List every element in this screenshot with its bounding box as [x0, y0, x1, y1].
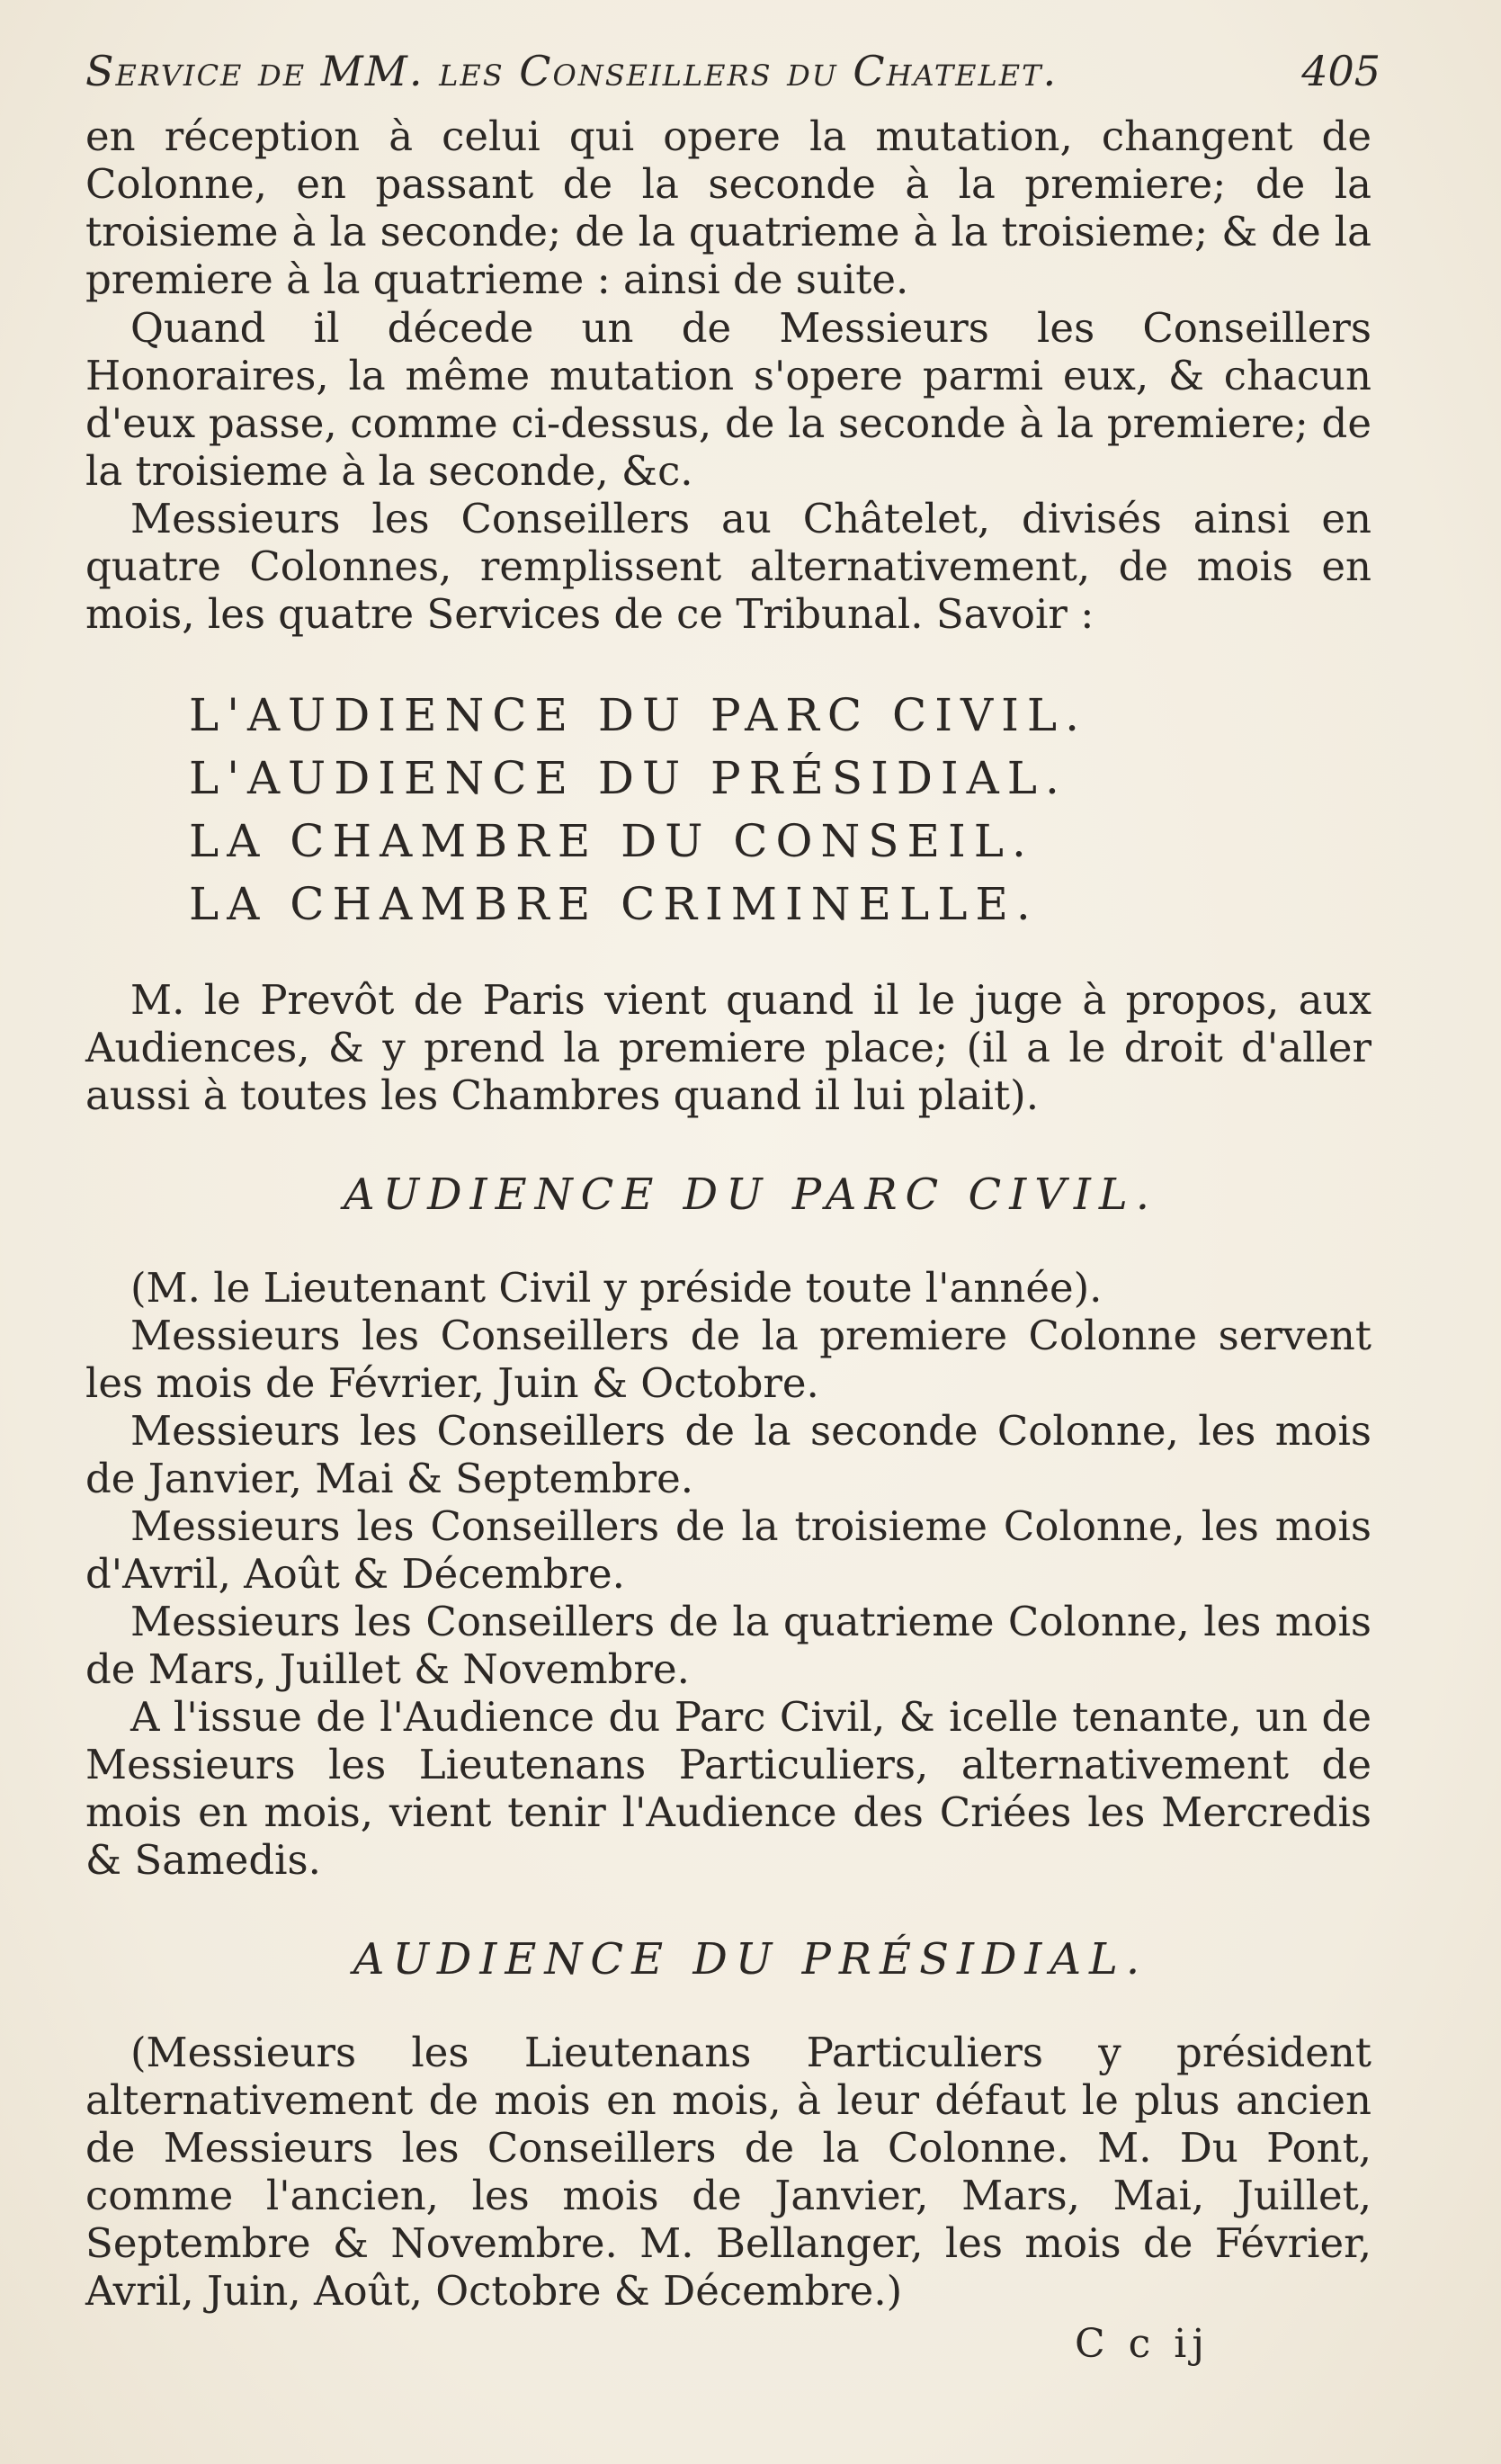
paragraph-mutation: en réception à celui qui opere la mutation, changent de Colonne, en passant de la seconde à la premiere; de la troisieme à la seconde; de la quatrieme à la troisieme; & de la premiere à la quatrieme : ainsi de suite.	[85, 112, 1371, 303]
running-head: Service de MM. les Conseillers du Chatelet.	[85, 47, 1059, 95]
signature-mark: C c ij	[1075, 2321, 1210, 2367]
parc-civil-presidence: (M. le Lieutenant Civil y préside toute l'année).	[130, 1264, 1103, 1312]
service-item: L'AUDIENCE DU PARC CIVIL.	[189, 689, 1087, 741]
service-item: LA CHAMBRE CRIMINELLE.	[189, 878, 1039, 930]
parc-civil-colonne-2: Messieurs les Conseillers de la seconde Colonne, les mois de Janvier, Mai & Septembre.	[85, 1407, 1371, 1502]
heading-presidial: AUDIENCE DU PRÉSIDIAL.	[353, 1934, 1148, 1985]
parc-civil-colonne-1: Messieurs les Conseillers de la premiere Colonne servent les mois de Février, Juin & Octobre.	[85, 1312, 1371, 1407]
page-header	[85, 47, 1380, 101]
heading-parc-civil: AUDIENCE DU PARC CIVIL.	[344, 1169, 1157, 1220]
services-list	[189, 684, 1268, 936]
paragraph-services-intro: Messieurs les Conseillers au Châtelet, divisés ainsi en quatre Colonnes, remplissent alternativement, de mois en mois, les quatre Services de ce Tribunal. Savoir :	[85, 495, 1371, 638]
paragraph-honoraires: Quand il décede un de Messieurs les Conseillers Honoraires, la même mutation s'opere parmi eux, & chacun d'eux passe, comme ci-dessus, de la seconde à la premiere; de la troisieme à la seconde, &c.	[85, 304, 1371, 495]
parc-civil-criees: A l'issue de l'Audience du Parc Civil, & icelle tenante, un de Messieurs les Lieutenans Particuliers, alternativement de mois en mois, vient tenir l'Audience des Criées les Mercredis & Samedis.	[85, 1693, 1371, 1884]
paragraph-prevot: M. le Prevôt de Paris vient quand il le juge à propos, aux Audiences, & y prend la premiere place; (il a le droit d'aller aussi à toutes les Chambres quand il lui plait).	[85, 976, 1371, 1119]
service-item: L'AUDIENCE DU PRÉSIDIAL.	[189, 752, 1068, 804]
service-item: LA CHAMBRE DU CONSEIL.	[189, 815, 1034, 867]
presidial-text: (Messieurs les Lieutenans Particuliers y président alternativement de mois en mois, à leur défaut le plus ancien de Messieurs les Conseillers de la Colonne. M. Du Pont, comme l'ancien, les mois de Janvier, Mars, Mai, Juillet, Septembre & Novembre. M. Bellanger, les mois de Février, Avril, Juin, Août, Octobre & Décembre.)	[85, 2029, 1371, 2315]
parc-civil-colonne-4: Messieurs les Conseillers de la quatrieme Colonne, les mois de Mars, Juillet & Novembre.	[85, 1598, 1371, 1693]
page-number: 405	[1301, 47, 1380, 95]
parc-civil-colonne-3: Messieurs les Conseillers de la troisieme Colonne, les mois d'Avril, Août & Décembre.	[85, 1502, 1371, 1598]
